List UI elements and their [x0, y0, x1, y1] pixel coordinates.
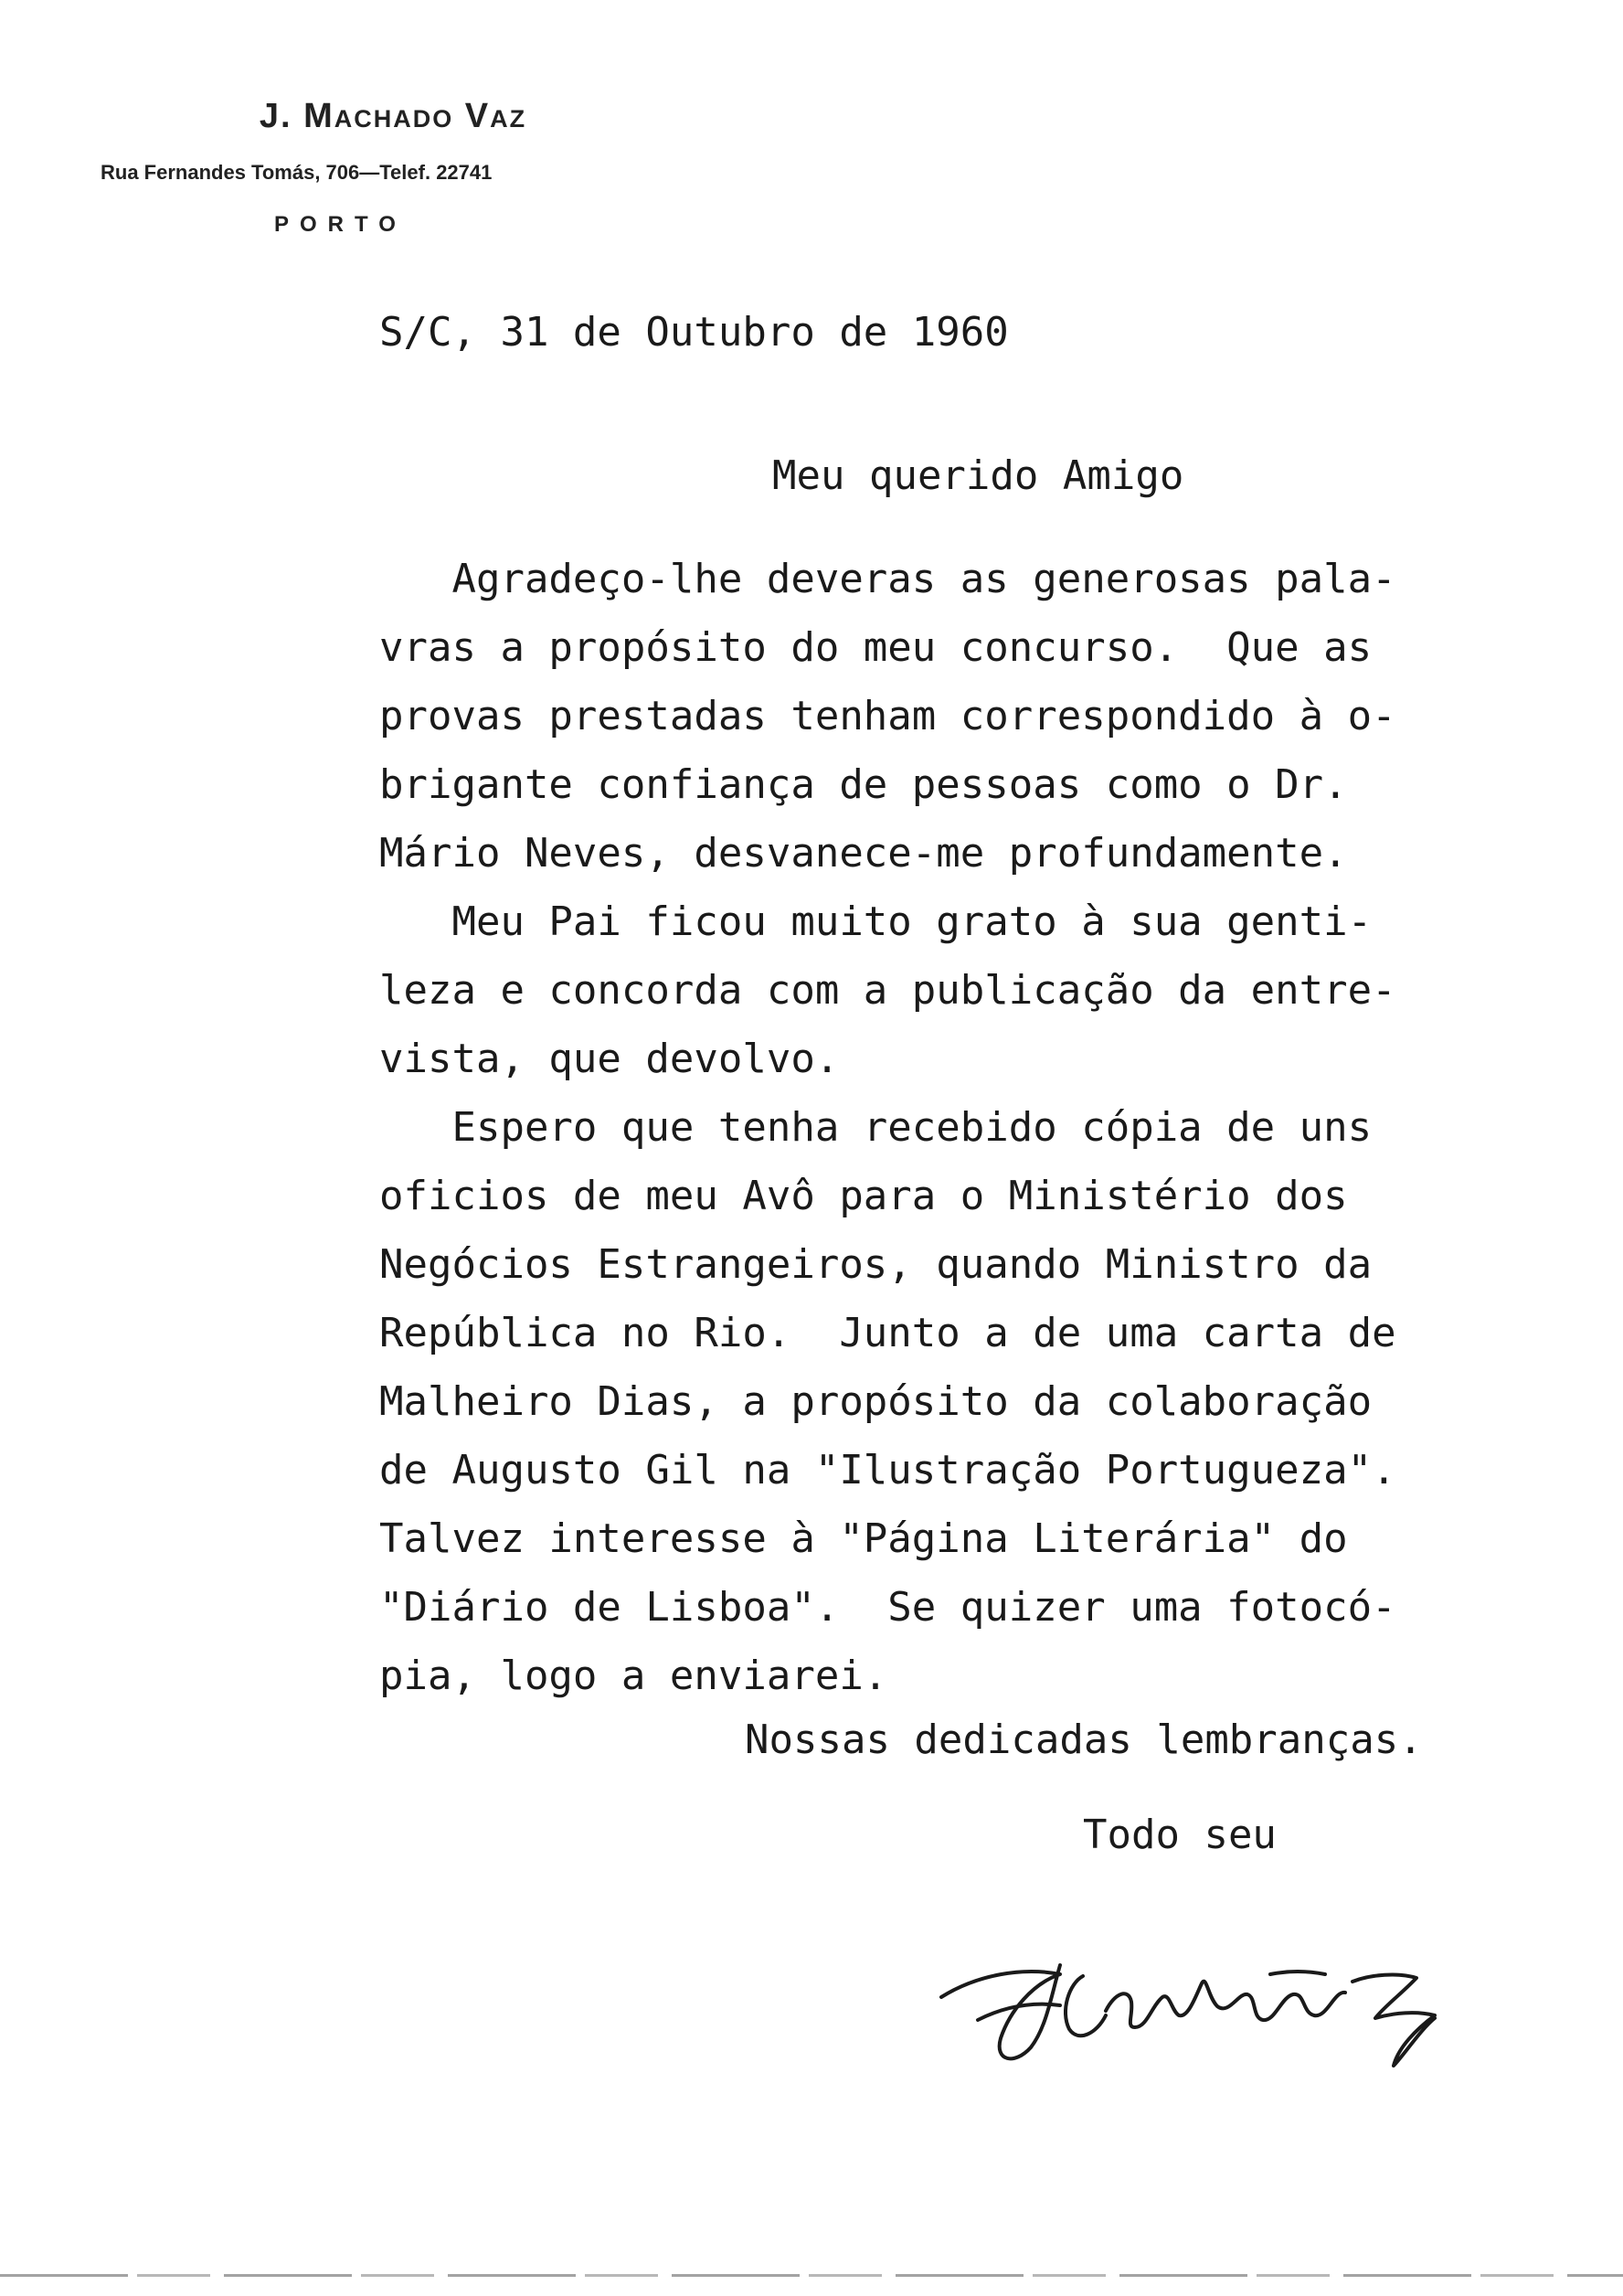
page-edge-rule — [0, 2274, 1623, 2277]
body-line: Mário Neves, desvanece-me profundamente. — [379, 830, 1348, 877]
body-line: vras a propósito do meu concurso. Que as — [379, 624, 1373, 671]
handwritten-signature — [923, 1910, 1508, 2075]
body-line: vista, que devolvo. — [379, 1036, 840, 1082]
body-line: República no Rio. Junto a de uma carta de — [379, 1310, 1396, 1356]
body-line: Meu Pai ficou muito grato à sua genti- — [379, 898, 1373, 945]
letter-closing: Nossas dedicadas lembranças. — [745, 1717, 1423, 1763]
body-line: leza e concorda com a publicação da entre- — [379, 967, 1396, 1014]
body-line: brigante confiança de pessoas como o Dr. — [379, 761, 1348, 808]
body-line: Talvez interesse à "Página Literária" do — [379, 1515, 1348, 1562]
body-line: Malheiro Dias, a propósito da colaboração — [379, 1378, 1373, 1425]
body-line: oficios de meu Avô para o Ministério dos — [379, 1173, 1348, 1219]
letterhead-name: J. Machado Vaz — [259, 97, 527, 135]
body-line: Negócios Estrangeiros, quando Ministro da — [379, 1241, 1373, 1288]
letter-salutation: Meu querido Amigo — [772, 452, 1184, 499]
letter-signoff: Todo seu — [1083, 1812, 1277, 1858]
body-line: "Diário de Lisboa". Se quizer uma fotocó- — [379, 1584, 1396, 1631]
body-line: Espero que tenha recebido cópia de uns — [379, 1104, 1373, 1151]
body-line: Agradeço-lhe deveras as generosas pala- — [379, 556, 1396, 602]
body-line: pia, logo a enviarei. — [379, 1653, 888, 1699]
letter-body — [379, 545, 1396, 1710]
body-line: de Augusto Gil na "Ilustração Portugueza". — [379, 1447, 1396, 1493]
body-line: provas prestadas tenham correspondido à o- — [379, 693, 1396, 739]
letterhead-city: PORTO — [274, 212, 407, 237]
letter-date: S/C, 31 de Outubro de 1960 — [379, 309, 1009, 356]
letterhead-address: Rua Fernandes Tomás, 706—Telef. 22741 — [101, 161, 493, 184]
